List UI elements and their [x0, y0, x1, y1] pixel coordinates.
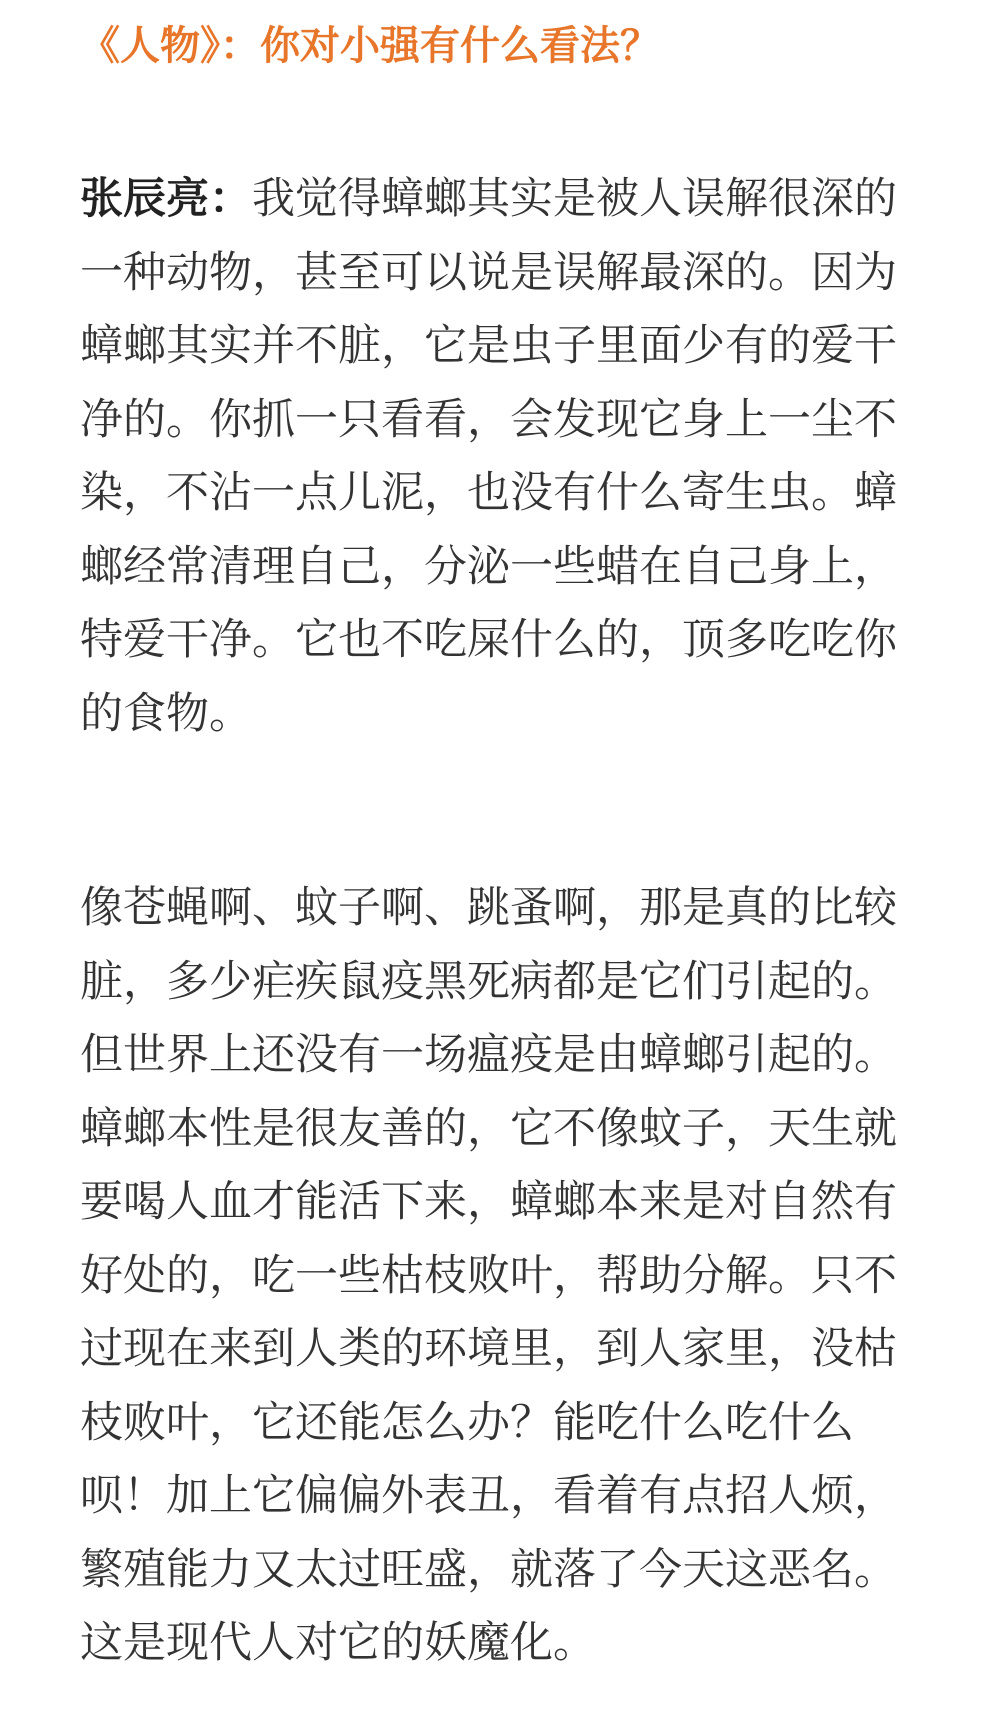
answer-line: 过现在来到人类的环境里，到人家里，没枯: [80, 1324, 897, 1374]
answer-line: 脏，多少疟疾鼠疫黑死病都是它们引起的。: [80, 956, 897, 1007]
answer-line: 但世界上还没有一场瘟疫是由蟑螂引起的。: [80, 1030, 897, 1080]
answer-line: 这是现代人对它的妖魔化。: [80, 1618, 596, 1668]
answer-line: 枝败叶，它还能怎么办？能吃什么吃什么: [80, 1397, 854, 1448]
answer-line: 像苍蝇啊、蚊子啊、跳蚤啊，那是真的比较: [80, 883, 897, 933]
answer-line: 的食物。: [80, 688, 252, 739]
answer-line: [80, 163, 948, 237]
answer-line: 染，不沾一点儿泥，也没有什么寄生虫。蟑: [80, 468, 897, 518]
answer-line: 螂经常清理自己，分泌一些蜡在自己身上，: [80, 541, 897, 592]
answer-line: 一种动物，甚至可以说是误解最深的。因为: [80, 247, 897, 298]
answer-line: 要喝人血才能活下来，蟑螂本来是对自然有: [80, 1177, 897, 1227]
answer-line: 好处的，吃一些枯枝败叶，帮助分解。只不: [80, 1250, 897, 1301]
interview-question: 《人物》：你对小强有什么看法？: [80, 23, 660, 69]
answer-line: 蟑螂其实并不脏，它是虫子里面少有的爱干: [80, 321, 897, 371]
answer-paragraph-2: [80, 872, 948, 1681]
answer-paragraph-1: [80, 163, 948, 751]
answer-line: 特爱干净。它也不吃屎什么的，顶多吃吃你: [80, 615, 897, 665]
answer-line: 呗！加上它偏偏外表丑，看着有点招人烦，: [80, 1471, 897, 1521]
speaker-name: 张辰亮：: [80, 174, 252, 224]
answer-line: 蟑螂本性是很友善的，它不像蚊子，天生就: [80, 1103, 897, 1154]
answer-line-text: 我觉得蟑螂其实是被人误解很深的: [252, 174, 897, 224]
answer-line: 繁殖能力又太过旺盛，就落了今天这恶名。: [80, 1544, 897, 1595]
answer-line: 净的。你抓一只看看，会发现它身上一尘不: [80, 394, 897, 445]
